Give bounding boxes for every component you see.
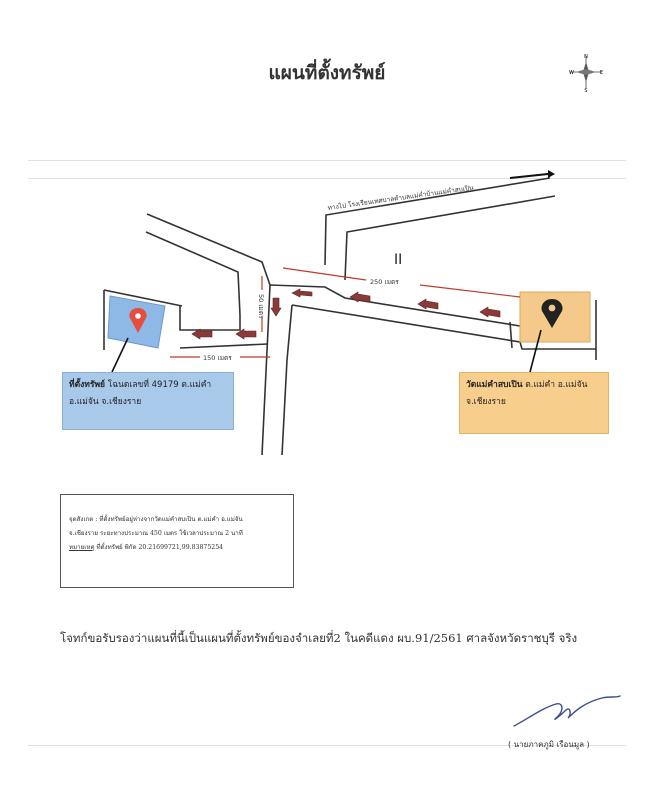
route-arrow-icon: [271, 298, 281, 316]
compass-w: W: [569, 70, 574, 76]
route-arrow-icon: [418, 299, 438, 309]
distance-150-label: 150 เมตร: [203, 354, 232, 362]
distance-250-label: 250 เมตร: [370, 278, 399, 286]
property-line1: โฉนดเลขที่ 49179 ต.แม่คำ: [105, 380, 212, 390]
compass-e: E: [599, 70, 603, 76]
signature-name: ( นายภาคภูมิ เรือนมูล ): [508, 740, 590, 749]
page-title: แผนที่ตั้งทรัพย์: [268, 62, 386, 84]
road-direction-label: ทางไป โรงเรียนเทศบาลตำบลแม่คำบ้านแม่คำสบเปิน: [327, 183, 474, 212]
compass-n: N: [584, 54, 588, 60]
arrow-right-icon: [548, 170, 555, 178]
landmark-note: [60, 494, 294, 588]
note-remark-label: หมายเหตุ: [69, 544, 95, 551]
bridge-mark: II: [394, 252, 403, 268]
temple-line1: ต.แม่คำ อ.แม่จัน: [522, 380, 588, 390]
compass-s: S: [584, 88, 588, 92]
note-remark-text: ที่ตั้งทรัพย์ พิกัด 20.21699721,99.83875254: [94, 544, 224, 551]
route-arrow-icon: [350, 292, 370, 302]
property-line2: อ.แม่จัน จ.เชียงราย: [69, 397, 142, 407]
temple-line2: จ.เชียงราย: [466, 397, 506, 407]
property-info-box: [62, 372, 234, 430]
note-line2: จ.เชียงราย ระยะทางประมาณ 450 เมตร ใช้เวลาประมาณ 2 นาที: [69, 530, 243, 537]
property-label: ที่ตั้งทรัพย์: [69, 380, 106, 390]
temple-info-box: [459, 372, 609, 434]
distance-50-label: 50 เมตร: [257, 294, 265, 319]
signature-image: [506, 692, 626, 732]
temple-label: วัดแม่คำสบเปิน: [466, 380, 523, 390]
route-arrow-icon: [292, 289, 312, 297]
note-line1: จุดสังเกต : ที่ตั้งทรัพย์อยู่ห่างจากวัดแม่คำสบเปิน ต.แม่คำ อ.แม่จัน: [69, 516, 243, 523]
route-arrow-icon: [480, 307, 500, 317]
certification-text: โจทก์ขอรับรองว่าแผนที่นี้เป็นแผนที่ตั้งทรัพย์ของจำเลยที่2 ในคดีแดง ผบ.91/2561 ศาลจังหวัดราชบุรี จริง: [60, 631, 578, 645]
